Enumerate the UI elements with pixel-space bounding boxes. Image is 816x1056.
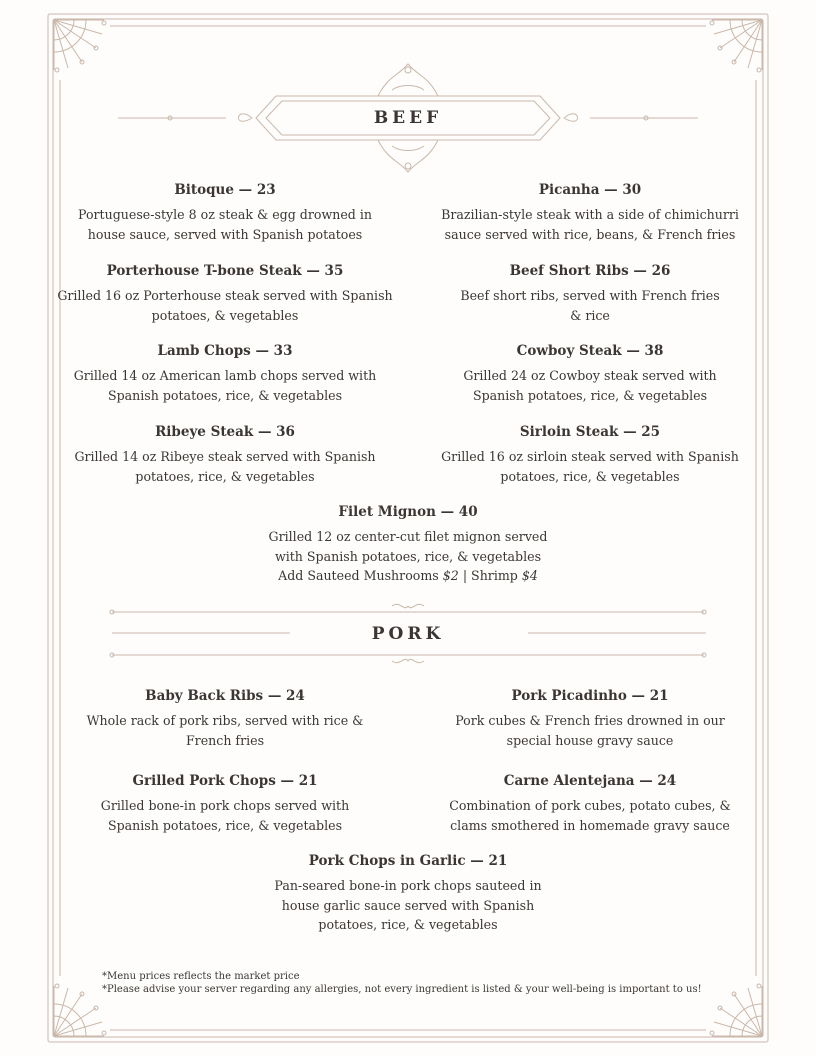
item-description: Whole rack of pork ribs, served with rice & French fries bbox=[86, 713, 364, 748]
menu-item-cowboy-steak bbox=[424, 342, 756, 405]
item-name: Porterhouse T-bone Steak — 35 bbox=[106, 263, 344, 279]
menu-item-baby-back-ribs bbox=[60, 687, 390, 750]
beef-section-title: BEEF bbox=[373, 108, 443, 128]
menu-item-porterhouse bbox=[56, 262, 394, 325]
menu-item-sirloin-steak bbox=[424, 423, 756, 486]
item-description: Grilled 14 oz Ribeye steak served with Spanish potatoes, rice, & vegetables bbox=[74, 449, 376, 484]
item-description: Grilled 24 oz Cowboy steak served with Spanish potatoes, rice, & vegetables bbox=[463, 368, 717, 403]
item-name: Lamb Chops — 33 bbox=[157, 343, 293, 359]
pork-section-title: PORK bbox=[371, 624, 445, 644]
menu-item-ribeye-steak bbox=[60, 423, 390, 486]
item-name: Filet Mignon — 40 bbox=[338, 504, 478, 520]
item-description: Grilled 14 oz American lamb chops served with Spanish potatoes, rice, & vegetables bbox=[73, 368, 377, 403]
item-name: Sirloin Steak — 25 bbox=[519, 424, 661, 440]
price-note: *Menu prices reflects the market price bbox=[102, 971, 300, 982]
item-name: Carne Alentejana — 24 bbox=[503, 773, 677, 789]
allergy-note: *Please advise your server regarding any allergies, not every ingredient is listed & your well-being is important to us! bbox=[102, 984, 702, 995]
item-name: Cowboy Steak — 38 bbox=[516, 343, 664, 359]
item-description: Grilled bone-in pork chops served with Spanish potatoes, rice, & vegetables bbox=[100, 798, 350, 833]
menu-item-filet-mignon bbox=[218, 503, 598, 586]
item-description: Grilled 16 oz Porterhouse steak served with Spanish potatoes, & vegetables bbox=[57, 288, 393, 323]
filet-addons: Add Sauteed Mushrooms $2 | Shrimp $4 bbox=[278, 568, 538, 583]
menu-item-picanha bbox=[424, 181, 756, 244]
item-name: Baby Back Ribs — 24 bbox=[145, 688, 305, 704]
item-name: Bitoque — 23 bbox=[174, 182, 276, 198]
item-name: Picanha — 30 bbox=[538, 182, 642, 198]
item-name: Beef Short Ribs — 26 bbox=[509, 263, 671, 279]
item-description: Portuguese-style 8 oz steak & egg drowned in house sauce, served with Spanish potatoes bbox=[77, 207, 373, 242]
item-description: Combination of pork cubes, potato cubes, & clams smothered in homemade gravy sauce bbox=[449, 798, 731, 833]
item-name: Ribeye Steak — 36 bbox=[155, 424, 295, 440]
item-name: Grilled Pork Chops — 21 bbox=[132, 773, 318, 789]
footnotes bbox=[102, 970, 742, 996]
item-name: Pork Picadinho — 21 bbox=[511, 688, 669, 704]
item-description: Pork cubes & French fries drowned in our special house gravy sauce bbox=[455, 713, 725, 748]
item-description: Beef short ribs, served with French fries & rice bbox=[460, 288, 720, 323]
menu-item-pork-picadinho bbox=[424, 687, 756, 750]
menu-item-pork-chops-in-garlic bbox=[233, 852, 583, 935]
menu-item-lamb-chops bbox=[60, 342, 390, 405]
menu-item-carne-alentejana bbox=[424, 772, 756, 835]
menu-item-beef-short-ribs bbox=[424, 262, 756, 325]
menu-item-bitoque bbox=[60, 181, 390, 244]
item-description: Pan-seared bone-in pork chops sauteed in house garlic sauce served with Spanish potatoes, rice, & vegetables bbox=[274, 878, 542, 932]
item-description: Grilled 16 oz sirloin steak served with Spanish potatoes, rice, & vegetables bbox=[441, 449, 739, 484]
item-name: Pork Chops in Garlic — 21 bbox=[308, 853, 508, 869]
item-description: Brazilian-style steak with a side of chimichurri sauce served with rice, beans, & French fries bbox=[441, 207, 739, 242]
menu-item-grilled-pork-chops bbox=[60, 772, 390, 835]
item-description: Grilled 12 oz center-cut filet mignon served with Spanish potatoes, rice, & vegetables Add Sauteed Mushrooms $2 | Shrimp $4 bbox=[218, 527, 598, 586]
